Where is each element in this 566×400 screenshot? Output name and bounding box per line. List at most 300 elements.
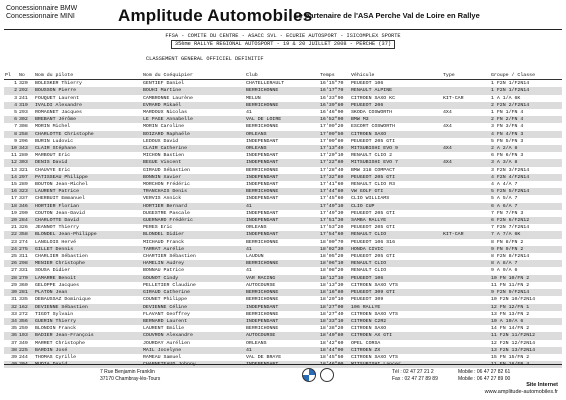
cell-vehicle: OPEL CORSA	[351, 340, 381, 346]
cell-type	[442, 246, 490, 253]
cell-club: INDEPENDANT	[246, 210, 279, 216]
cell-driver: LAMARRE Benoit	[34, 275, 142, 282]
cell-time: 17'09"80	[320, 138, 344, 144]
cell-type: 4X4	[442, 159, 490, 166]
cell-type	[442, 131, 490, 138]
cell-codriver: FLAVANT Geoffrey	[143, 311, 190, 317]
cell-place: 33	[11, 311, 17, 317]
cell-driver: COUTON Jean-David	[35, 210, 85, 216]
cell-vehicle: PEUGEOT 205 GTI	[351, 225, 396, 231]
cell-vehicle: CITROEN SAXO	[351, 326, 387, 332]
cell-place: 39	[11, 354, 17, 360]
cell-codriver: GENTIEF Daniel	[143, 81, 185, 87]
cell-group-class: 3 F2N 3/F2N14	[491, 167, 530, 173]
cell-club: CHATELLERAULT	[246, 81, 285, 87]
cell-club: VAL DE BRAYE	[246, 354, 282, 360]
cell-type	[442, 304, 490, 311]
cell-number: 272	[19, 311, 28, 317]
cell-time: 18'16"80	[319, 289, 350, 296]
bmw-logo-icon	[302, 368, 316, 382]
cell-time: 18'06"10	[319, 260, 350, 267]
cell-type: 4X4	[443, 124, 452, 130]
cell-vehicle: PEUGEOT 106	[351, 81, 384, 87]
cell-time: 18'12"10	[319, 275, 350, 282]
cell-driver: SOUSA Didier	[35, 268, 71, 274]
cell-club: INDEPENDANT	[245, 304, 319, 311]
table-row	[4, 210, 562, 217]
cell-codriver: COUNET Philippe	[143, 297, 188, 303]
cell-place: 4	[4, 102, 18, 109]
footer-phones	[392, 369, 438, 383]
cell-club: 41	[245, 203, 319, 210]
cell-vehicle: CITROEN AX GTI	[350, 332, 442, 339]
cell-club: BERRICHONNE	[246, 326, 279, 332]
cell-codriver: JOURDAY Aurélien	[143, 340, 190, 346]
cell-vehicle: PEUGEOT 309	[351, 297, 384, 303]
cell-time: 18'44"00	[319, 347, 350, 354]
cell-vehicle: CITROEN SAXO	[350, 131, 442, 138]
cell-club: BERRICHONNE	[246, 167, 279, 173]
cell-driver: MENIER Christophe	[34, 260, 142, 267]
table-row	[4, 87, 562, 94]
cell-place: 10	[4, 145, 18, 152]
cell-driver: MORIN Michel	[35, 124, 71, 130]
cell-codriver: BOIZARD Raphaële	[142, 131, 245, 138]
cell-club: INDEPENDANT	[246, 182, 279, 188]
cell-place: 21	[11, 225, 17, 231]
cell-club: BERRICHONNE	[245, 102, 319, 109]
cell-codriver: GIRAUD Sébastien	[143, 167, 190, 173]
cell-driver: BLONDIN Franck	[35, 326, 77, 332]
cell-place: 37	[11, 340, 17, 346]
brand-title: Amplitude Automobiles	[118, 6, 313, 25]
cell-place: 9	[14, 138, 17, 144]
cell-type	[442, 325, 490, 332]
cell-driver: HORTIER Florian	[34, 203, 142, 210]
cell-group-class: 6 A 6/A 7	[490, 203, 562, 210]
table-row	[4, 109, 562, 116]
cell-driver: CLAIR Stéphane	[34, 145, 142, 152]
cell-type	[442, 102, 490, 109]
cell-codriver: BONNIN Xavier	[142, 174, 245, 181]
cell-number: 292	[18, 87, 34, 94]
cell-vehicle: CLIO CUP	[350, 203, 442, 210]
cell-vehicle: VW GOLF GTI	[350, 188, 442, 195]
page-footer	[0, 364, 566, 400]
cell-type	[442, 181, 490, 188]
cell-number: 241	[19, 95, 28, 101]
cell-driver: BARDIN José	[34, 347, 142, 354]
address-line-city: 37170 Chambray-lès-Tours	[100, 376, 161, 382]
cell-codriver: TARRAT Aurélie	[142, 246, 245, 253]
cell-time: 18'27"00	[319, 304, 350, 311]
cell-vehicle: PEUGEOT 205 GTI	[351, 138, 396, 144]
website-title: Site Internet	[526, 382, 558, 388]
cell-time: 17'32"80	[319, 174, 350, 181]
cell-club: INDEPENDANT	[245, 217, 319, 224]
event-line-federation: FFSA - COMITE DU CENTRE - ASACC SVL - ECURIE AUTOSPORT - ISICOMPLEX SPORTE	[165, 33, 401, 39]
cell-place: 17	[11, 196, 17, 202]
cell-type	[442, 340, 490, 347]
col-header-club: Club	[245, 72, 319, 80]
cell-club: BERRICHONNE	[245, 87, 319, 94]
cell-time: 17'45"60	[320, 196, 344, 202]
table-row	[4, 181, 562, 188]
cell-time: 17'51"30	[319, 217, 350, 224]
cell-number: 275	[18, 246, 34, 253]
cell-type	[442, 138, 490, 145]
cell-number: 360	[19, 282, 28, 288]
cell-place: 12	[4, 159, 18, 166]
cell-time: 18'00"70	[320, 239, 344, 245]
table-row	[4, 354, 562, 361]
cell-club: BERRICHONNE	[246, 311, 279, 317]
cell-number: 335	[19, 297, 28, 303]
cell-place: 18	[4, 203, 18, 210]
cell-group-class: 11 FN 11/FN 2	[491, 282, 530, 288]
cell-type	[442, 347, 490, 354]
cell-place: 1	[14, 81, 17, 87]
cell-type	[442, 224, 490, 231]
table-row	[4, 275, 562, 282]
classification-subtitle: CLASSEMENT GENERAL OFFICIEL DEFINITIF	[146, 56, 264, 62]
cell-driver: LANGLOIS Hervé	[35, 239, 77, 245]
address-line-street: 7 Rue Benjamin Franklin	[100, 369, 155, 375]
table-row	[4, 325, 562, 332]
cell-codriver: MORCHON Frédéric	[143, 182, 190, 188]
cell-group-class: 13 F2N 13/F2N14	[490, 347, 562, 354]
table-row	[4, 138, 562, 145]
cell-driver: BOUSSON Pierre	[34, 87, 142, 94]
cell-time: 17'41"60	[320, 182, 344, 188]
cell-driver: TIGOT Sylvain	[35, 311, 74, 317]
cell-codriver: BEGUE Vincent	[142, 159, 245, 166]
cell-time: 18'38"20	[320, 326, 344, 332]
cell-place: 11	[11, 153, 17, 159]
cell-place: 22	[4, 231, 18, 238]
cell-group-class: 15 FN 15/FN 2	[491, 354, 530, 360]
cell-codriver: PERES Eric	[143, 225, 173, 231]
cell-place: 26	[4, 260, 18, 267]
cell-vehicle: PEUGEOT 106	[350, 275, 442, 282]
table-row	[4, 311, 562, 318]
cell-driver: THOMAS Cyrille	[35, 354, 77, 360]
table-row	[4, 318, 562, 325]
cell-vehicle: CITROEN SAXO VTS	[351, 311, 398, 317]
cell-number: 311	[19, 254, 28, 260]
table-row	[4, 231, 562, 238]
cell-number: 289	[19, 182, 28, 188]
cell-place: 5	[14, 110, 17, 116]
cell-type	[442, 275, 490, 282]
cell-group-class: 10 A 10/A 6	[490, 318, 562, 325]
cell-group-class: 6 FN 6/FN 3	[491, 153, 524, 159]
cell-club: VAR RACING	[245, 275, 319, 282]
cell-type	[442, 195, 490, 202]
cell-time: 16'33"90	[320, 95, 344, 101]
cell-time: 16'39"80	[319, 102, 350, 109]
concession-line-bmw: Concessionnaire BMW	[6, 5, 78, 12]
footer-divider	[4, 364, 562, 365]
cell-time: 17'22"80	[319, 159, 350, 166]
cell-number: 349	[19, 340, 28, 346]
header-divider	[4, 29, 562, 30]
table-row	[4, 152, 562, 159]
table-row	[4, 282, 562, 289]
table-row	[4, 260, 562, 267]
cell-place: 36	[4, 332, 18, 339]
cell-time: 18'08"20	[320, 268, 344, 274]
cell-codriver: GOUNOT Cindy	[142, 275, 245, 282]
cell-group-class: 6 F2N 6/F2N12	[490, 217, 562, 224]
cell-place: 32	[4, 304, 18, 311]
cell-type	[442, 260, 490, 267]
cell-place: 14	[4, 174, 18, 181]
cell-driver: GUERIN Thierry	[34, 318, 142, 325]
cell-codriver: PELLETIER Claudine	[143, 282, 196, 288]
cell-number: 296	[19, 138, 28, 144]
cell-type	[442, 116, 490, 123]
cell-codriver: GIRAUD Catherine	[142, 289, 245, 296]
cell-codriver: MORIN Caroline	[143, 124, 185, 130]
table-row	[4, 332, 562, 339]
cell-driver: BURIN Ludovic	[35, 138, 74, 144]
concession-lines	[6, 5, 77, 21]
cell-club: 41	[245, 347, 319, 354]
cell-vehicle: RENAULT CLIO	[350, 260, 442, 267]
cell-type	[442, 289, 490, 296]
cell-group-class: 7 A 7/A 6K	[490, 231, 562, 238]
cell-group-class: 4 FN 4/FN 3	[490, 131, 562, 138]
cell-driver: PLATON Jean	[34, 289, 142, 296]
cell-type: KIT-CAR	[443, 95, 464, 101]
event-line-rally-wrap	[0, 40, 566, 49]
cell-group-class: 5 F2N 5/F2N14	[490, 188, 562, 195]
cell-driver: BLONDEL Jean-Philippe	[34, 231, 142, 238]
cell-type: 4X4	[443, 110, 452, 116]
cell-club: AUTOCOURSE	[246, 282, 276, 288]
cell-club: ORLEANS	[245, 145, 319, 152]
cell-vehicle: CLIO WILLIAMS	[351, 196, 390, 202]
cell-type	[442, 203, 490, 210]
cell-type	[442, 253, 490, 260]
cell-place: 34	[4, 318, 18, 325]
cell-group-class: 14 FN 14/FN 2	[491, 326, 530, 332]
cell-number: 274	[19, 239, 28, 245]
cell-type: 4X4	[442, 145, 490, 152]
cell-number: 303	[18, 159, 34, 166]
cell-group-class: 9 F2N 9/F2N14	[490, 289, 562, 296]
cell-club: INDEPENDANT	[245, 159, 319, 166]
cell-codriver: BERNARD Laurent	[142, 318, 245, 325]
cell-group-class: 2 A 2/A 8	[490, 145, 562, 152]
mobile-1: Mobile : 06 47 27 82 61	[458, 369, 511, 375]
col-header-time: Temps	[319, 72, 350, 80]
cell-type	[442, 152, 490, 159]
cell-time: 17'53"20	[320, 225, 344, 231]
cell-codriver: BOUHI Martine	[142, 87, 245, 94]
cell-driver: CHARLIER Sébastien	[35, 254, 88, 260]
cell-time: 16'46"00	[320, 110, 344, 116]
cell-codriver: MICHAUD Franck	[143, 239, 185, 245]
cell-time: 18'33"10	[319, 318, 350, 325]
cell-driver: BREBANT Jérôme	[34, 116, 142, 123]
cell-group-class: 12 F2N 12/F2N14	[491, 340, 536, 346]
cell-driver: PATISSEAU Philippe	[34, 174, 142, 181]
cell-club: MELUN	[246, 95, 261, 101]
cell-group-class: 8 A 8/A 7	[490, 260, 562, 267]
table-row	[4, 203, 562, 210]
cell-time: 18'40"80	[319, 332, 350, 339]
cell-vehicle: PEUGEOT 205 GTI	[351, 254, 396, 260]
cell-vehicle: RENAULT CLIO R3	[351, 182, 396, 188]
cell-place: 28	[4, 275, 18, 282]
cell-driver: BOLESKER Thierry	[35, 81, 82, 87]
cell-number: 331	[19, 268, 28, 274]
cell-number: 321	[19, 167, 28, 173]
table-row	[4, 188, 562, 195]
cell-codriver: DEVIENNE Céline	[142, 304, 245, 311]
table-row	[4, 145, 562, 152]
col-header-driver: Nom du pilote	[34, 72, 142, 80]
cell-driver: DENIS David	[34, 159, 142, 166]
cell-vehicle: MITSUBISHI EVO 9	[350, 145, 442, 152]
table-row	[4, 167, 562, 174]
cell-time: 17'49"10	[319, 203, 350, 210]
cell-codriver: LAURENT Emilie	[143, 326, 185, 332]
cell-group-class: 9 A 9/A 6	[491, 268, 518, 274]
cell-vehicle: RENAULT CLIO	[351, 268, 387, 274]
cell-codriver: LE PAGE Annabelle	[142, 116, 245, 123]
cell-place: 25	[11, 254, 17, 260]
cell-club: ORLEANS	[246, 340, 267, 346]
cell-time: 18'45"50	[320, 354, 344, 360]
table-row	[4, 102, 562, 109]
cell-vehicle: HONDA CIVIC	[350, 246, 442, 253]
cell-number: 270	[18, 275, 34, 282]
table-row	[4, 289, 562, 296]
cell-number: 323	[18, 188, 34, 195]
col-header-group-class: Groupe / Classe	[490, 72, 562, 80]
table-row	[4, 80, 562, 88]
table-row	[4, 116, 562, 123]
cell-codriver: LEDOUX David	[143, 138, 179, 144]
cell-group-class: 12 FN 12/FN 1	[490, 304, 562, 311]
cell-time: 16'17"70	[319, 87, 350, 94]
cell-group-class: 11 F2N 11/F2N12	[490, 332, 562, 339]
cell-time: 18'13"30	[320, 282, 344, 288]
cell-vehicle: 106 RALLYE	[350, 304, 442, 311]
cell-vehicle: PEUGEOT 205 GTI	[351, 210, 396, 216]
table-row	[4, 347, 562, 354]
mini-logo-icon	[320, 368, 334, 382]
cell-club: BERRICHONNE	[246, 239, 279, 245]
table-row	[4, 131, 562, 138]
cell-type	[442, 239, 490, 246]
brand-logos	[302, 368, 382, 382]
cell-type	[442, 217, 490, 224]
table-row	[4, 239, 562, 246]
cell-place: 20	[4, 217, 18, 224]
cell-type	[442, 354, 490, 361]
cell-vehicle: PEUGEOT 205 GTI	[350, 174, 442, 181]
cell-codriver: TRANCHAIS Denis	[142, 188, 245, 195]
table-row	[4, 195, 562, 202]
cell-driver: BADIER Jean-François	[34, 332, 142, 339]
cell-time: 17'54"60	[319, 231, 350, 238]
cell-driver: ROMAGNET Jacques	[35, 110, 82, 116]
cell-group-class: 8 FN 8/FN 2	[491, 239, 524, 245]
cell-group-class: 1 A 1/A 6K	[491, 95, 521, 101]
cell-group-class: 5 FN 5/FN 3	[491, 138, 524, 144]
cell-driver: DEVIENNE Sébastien	[34, 304, 142, 311]
cell-club: 41	[246, 268, 252, 274]
cell-place: 38	[4, 347, 18, 354]
cell-time: 16'15"70	[320, 81, 344, 87]
cell-place: 24	[4, 246, 18, 253]
cell-type	[442, 311, 490, 318]
cell-number: 280	[19, 153, 28, 159]
cell-time: 17'44"80	[319, 188, 350, 195]
cell-vehicle: SKODA COSWORTH	[351, 110, 393, 116]
cell-number: 259	[19, 326, 28, 332]
cell-vehicle: RENAULT CLIO 2	[351, 153, 393, 159]
cell-driver: IVALDI Alexandre	[34, 102, 142, 109]
cell-number: 302	[18, 116, 34, 123]
table-row	[4, 174, 562, 181]
cell-group-class: 1 F2N 1/F2N14	[490, 87, 562, 94]
cell-codriver: EVRARD Mikaël	[142, 102, 245, 109]
cell-vehicle: RENAULT ALPINE	[350, 87, 442, 94]
cell-driver: GELOPPE Jacques	[35, 282, 80, 288]
cell-time: 17'09"20	[320, 124, 344, 130]
cell-number: 343	[18, 145, 34, 152]
cell-number: 358	[18, 231, 34, 238]
cell-driver: DEBAUSSAZ Dominique	[35, 297, 91, 303]
cell-place: 35	[11, 326, 17, 332]
cell-codriver: MICHON Bastien	[143, 153, 185, 159]
col-header-place: Pl	[4, 72, 18, 80]
cell-place: 3	[14, 95, 17, 101]
cell-place: 19	[11, 210, 17, 216]
cell-time: 17'49"30	[320, 210, 344, 216]
cell-codriver: BONNAU Patrice	[143, 268, 185, 274]
cell-number: 258	[18, 131, 34, 138]
cell-type	[442, 332, 490, 339]
table-row	[4, 217, 562, 224]
table-row	[4, 123, 562, 130]
cell-place: 23	[11, 239, 17, 245]
cell-place: 31	[11, 297, 17, 303]
cell-group-class: 1 FN 1/FN 4	[491, 110, 524, 116]
cell-driver: MARRET Christophe	[35, 340, 85, 346]
concession-line-mini: Concessionnaire MINI	[6, 13, 75, 20]
cell-time: 18'42"60	[320, 340, 344, 346]
cell-number: 319	[18, 102, 34, 109]
event-line-rally: 35ème RALLYE REGIONAL AUTOSPORT - 19 & 20 JUILLET 2008 - PERCHE (37)	[171, 40, 395, 49]
cell-club: AUTOCOURSE	[245, 332, 319, 339]
cell-time: 18'20"10	[320, 297, 344, 303]
cell-club: INDEPENDANT	[245, 174, 319, 181]
cell-vehicle: PEUGEOT 206	[350, 102, 442, 109]
cell-vehicle: CITROEN SAXO VTS	[351, 282, 398, 288]
cell-time: 18'05"20	[320, 254, 344, 260]
cell-number: 346	[18, 203, 34, 210]
col-header-type: Type	[442, 72, 490, 80]
cell-club: BERRICHONNE	[246, 297, 279, 303]
cell-group-class: 1 F2N 1/F2N14	[491, 81, 530, 87]
cell-codriver: MAIL Jocelyne	[142, 347, 245, 354]
